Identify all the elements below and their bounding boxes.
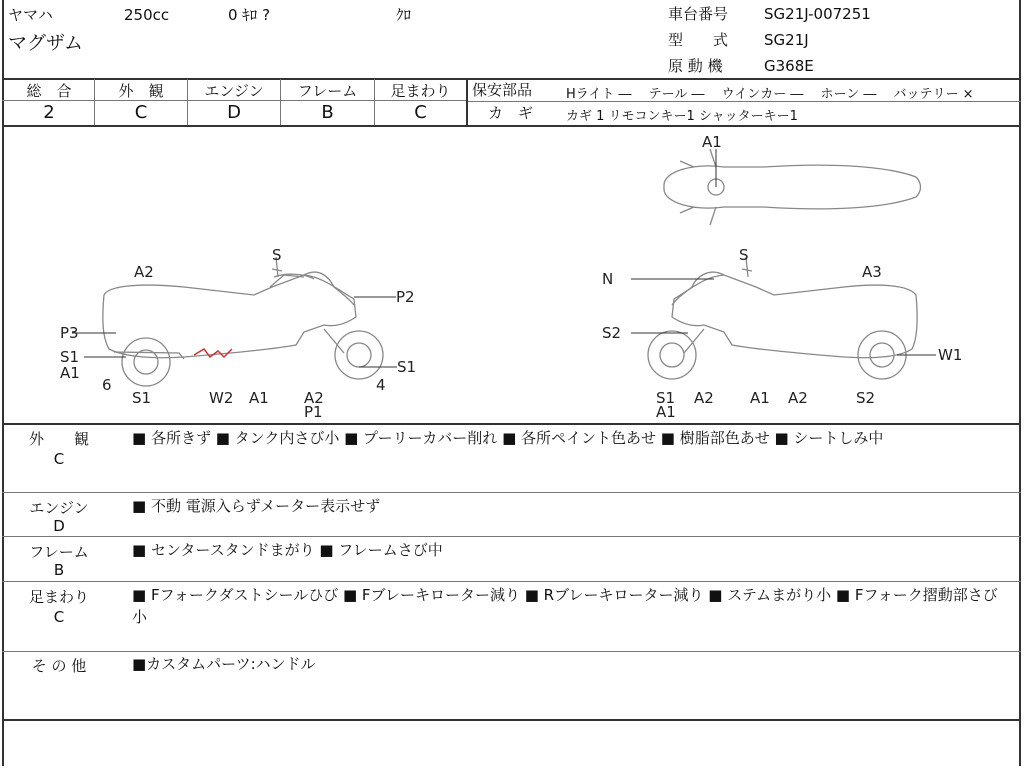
label: S1 (60, 348, 80, 366)
top-scooter-outline (664, 149, 921, 225)
label: A1 (702, 133, 722, 151)
section-grade: D (53, 517, 65, 535)
label: S1 (656, 389, 676, 407)
section-body: ■ センタースタンドまがり ■ フレームさび中 (132, 541, 443, 559)
leader-lines (72, 149, 936, 367)
grade-value: C (414, 102, 427, 123)
divider (466, 79, 468, 125)
section-title: エンジン (29, 499, 89, 517)
label: S2 (602, 324, 622, 342)
label: A1 (750, 389, 770, 407)
mileage: 0 ｷﾛ ? (228, 6, 271, 24)
label: W1 (938, 346, 963, 364)
divider (2, 581, 1021, 582)
section-title: フレーム (29, 543, 89, 561)
type-label: 型 式 (668, 31, 729, 49)
displacement: 250cc (124, 6, 170, 24)
label: P2 (396, 288, 415, 306)
safety-label: 保安部品 (472, 81, 533, 99)
label: A3 (862, 263, 882, 281)
grade-label: エンジン (204, 82, 264, 100)
color: ｸﾛ (396, 6, 412, 24)
engine-number: G368E (764, 57, 814, 75)
section-body: ■ 不動 電源入らずメーター表示せず (132, 497, 381, 515)
label: S (739, 246, 749, 264)
label: A2 (788, 389, 808, 407)
section-body: ■カスタムパーツ:ハンドル (132, 655, 316, 673)
section-body: ■ Fフォークダストシールひび ■ Fブレーキローター減り ■ Rブレーキローター減り ■ ステムまがり小 ■ Fフォーク摺動部さび小 (132, 586, 998, 626)
section-title: 外 観 (28, 430, 89, 448)
grade-value: B (321, 102, 334, 123)
safety-items: Hライト ― テール ― ウインカー ― ホーン ― バッテリー × (566, 87, 974, 102)
section-title: そ の 他 (31, 657, 87, 675)
label: S2 (856, 389, 876, 407)
frame-number: SG21J-007251 (764, 5, 871, 23)
label: A2 (304, 389, 324, 407)
grade-value: C (134, 102, 148, 123)
grade-label: 総 合 (26, 82, 72, 100)
divider (2, 719, 1021, 721)
keys-items: カギ 1 リモコンキー1 シャッターキー1 (566, 109, 798, 124)
grade-value: D (227, 102, 241, 123)
label: S1 (397, 358, 417, 376)
label: 4 (376, 376, 386, 394)
grade-label: 足まわり (390, 82, 451, 100)
engine-label: 原 動 機 (668, 57, 723, 75)
section-grade: C (53, 608, 65, 626)
divider (2, 492, 1021, 493)
section-grade: B (53, 561, 65, 579)
divider (2, 651, 1021, 652)
diagram-labels (60, 133, 962, 421)
divider (2, 423, 1021, 425)
section-title: 足まわり (28, 588, 89, 606)
maker: ヤマハ (8, 6, 53, 24)
section-body: ■ 各所きず ■ タンク内さび小 ■ プーリーカバー削れ ■ 各所ペイント色あせ ■ 樹脂部色あせ ■ シートしみ中 (132, 429, 884, 447)
type-number: SG21J (764, 31, 809, 49)
grade-label: フレーム (297, 82, 358, 100)
frame-number-label: 車台番号 (668, 5, 729, 23)
grade-value: 2 (43, 102, 55, 123)
label: S1 (132, 389, 152, 407)
label: N (602, 270, 614, 288)
label: A2 (134, 263, 154, 281)
section-grade: C (53, 450, 65, 468)
label: S (272, 246, 282, 264)
keys-label: カ ギ (488, 104, 534, 122)
label: A1 (656, 403, 676, 421)
model-name: マグザム (8, 32, 84, 54)
grade-label: 外 観 (118, 82, 164, 100)
label: A1 (60, 364, 80, 382)
label: P1 (304, 403, 323, 421)
label: W2 (209, 389, 234, 407)
damage-diagram (4, 127, 1019, 423)
label: P3 (60, 324, 79, 342)
divider (2, 536, 1021, 537)
label: 6 (102, 376, 112, 394)
label: A1 (249, 389, 269, 407)
label: A2 (694, 389, 714, 407)
